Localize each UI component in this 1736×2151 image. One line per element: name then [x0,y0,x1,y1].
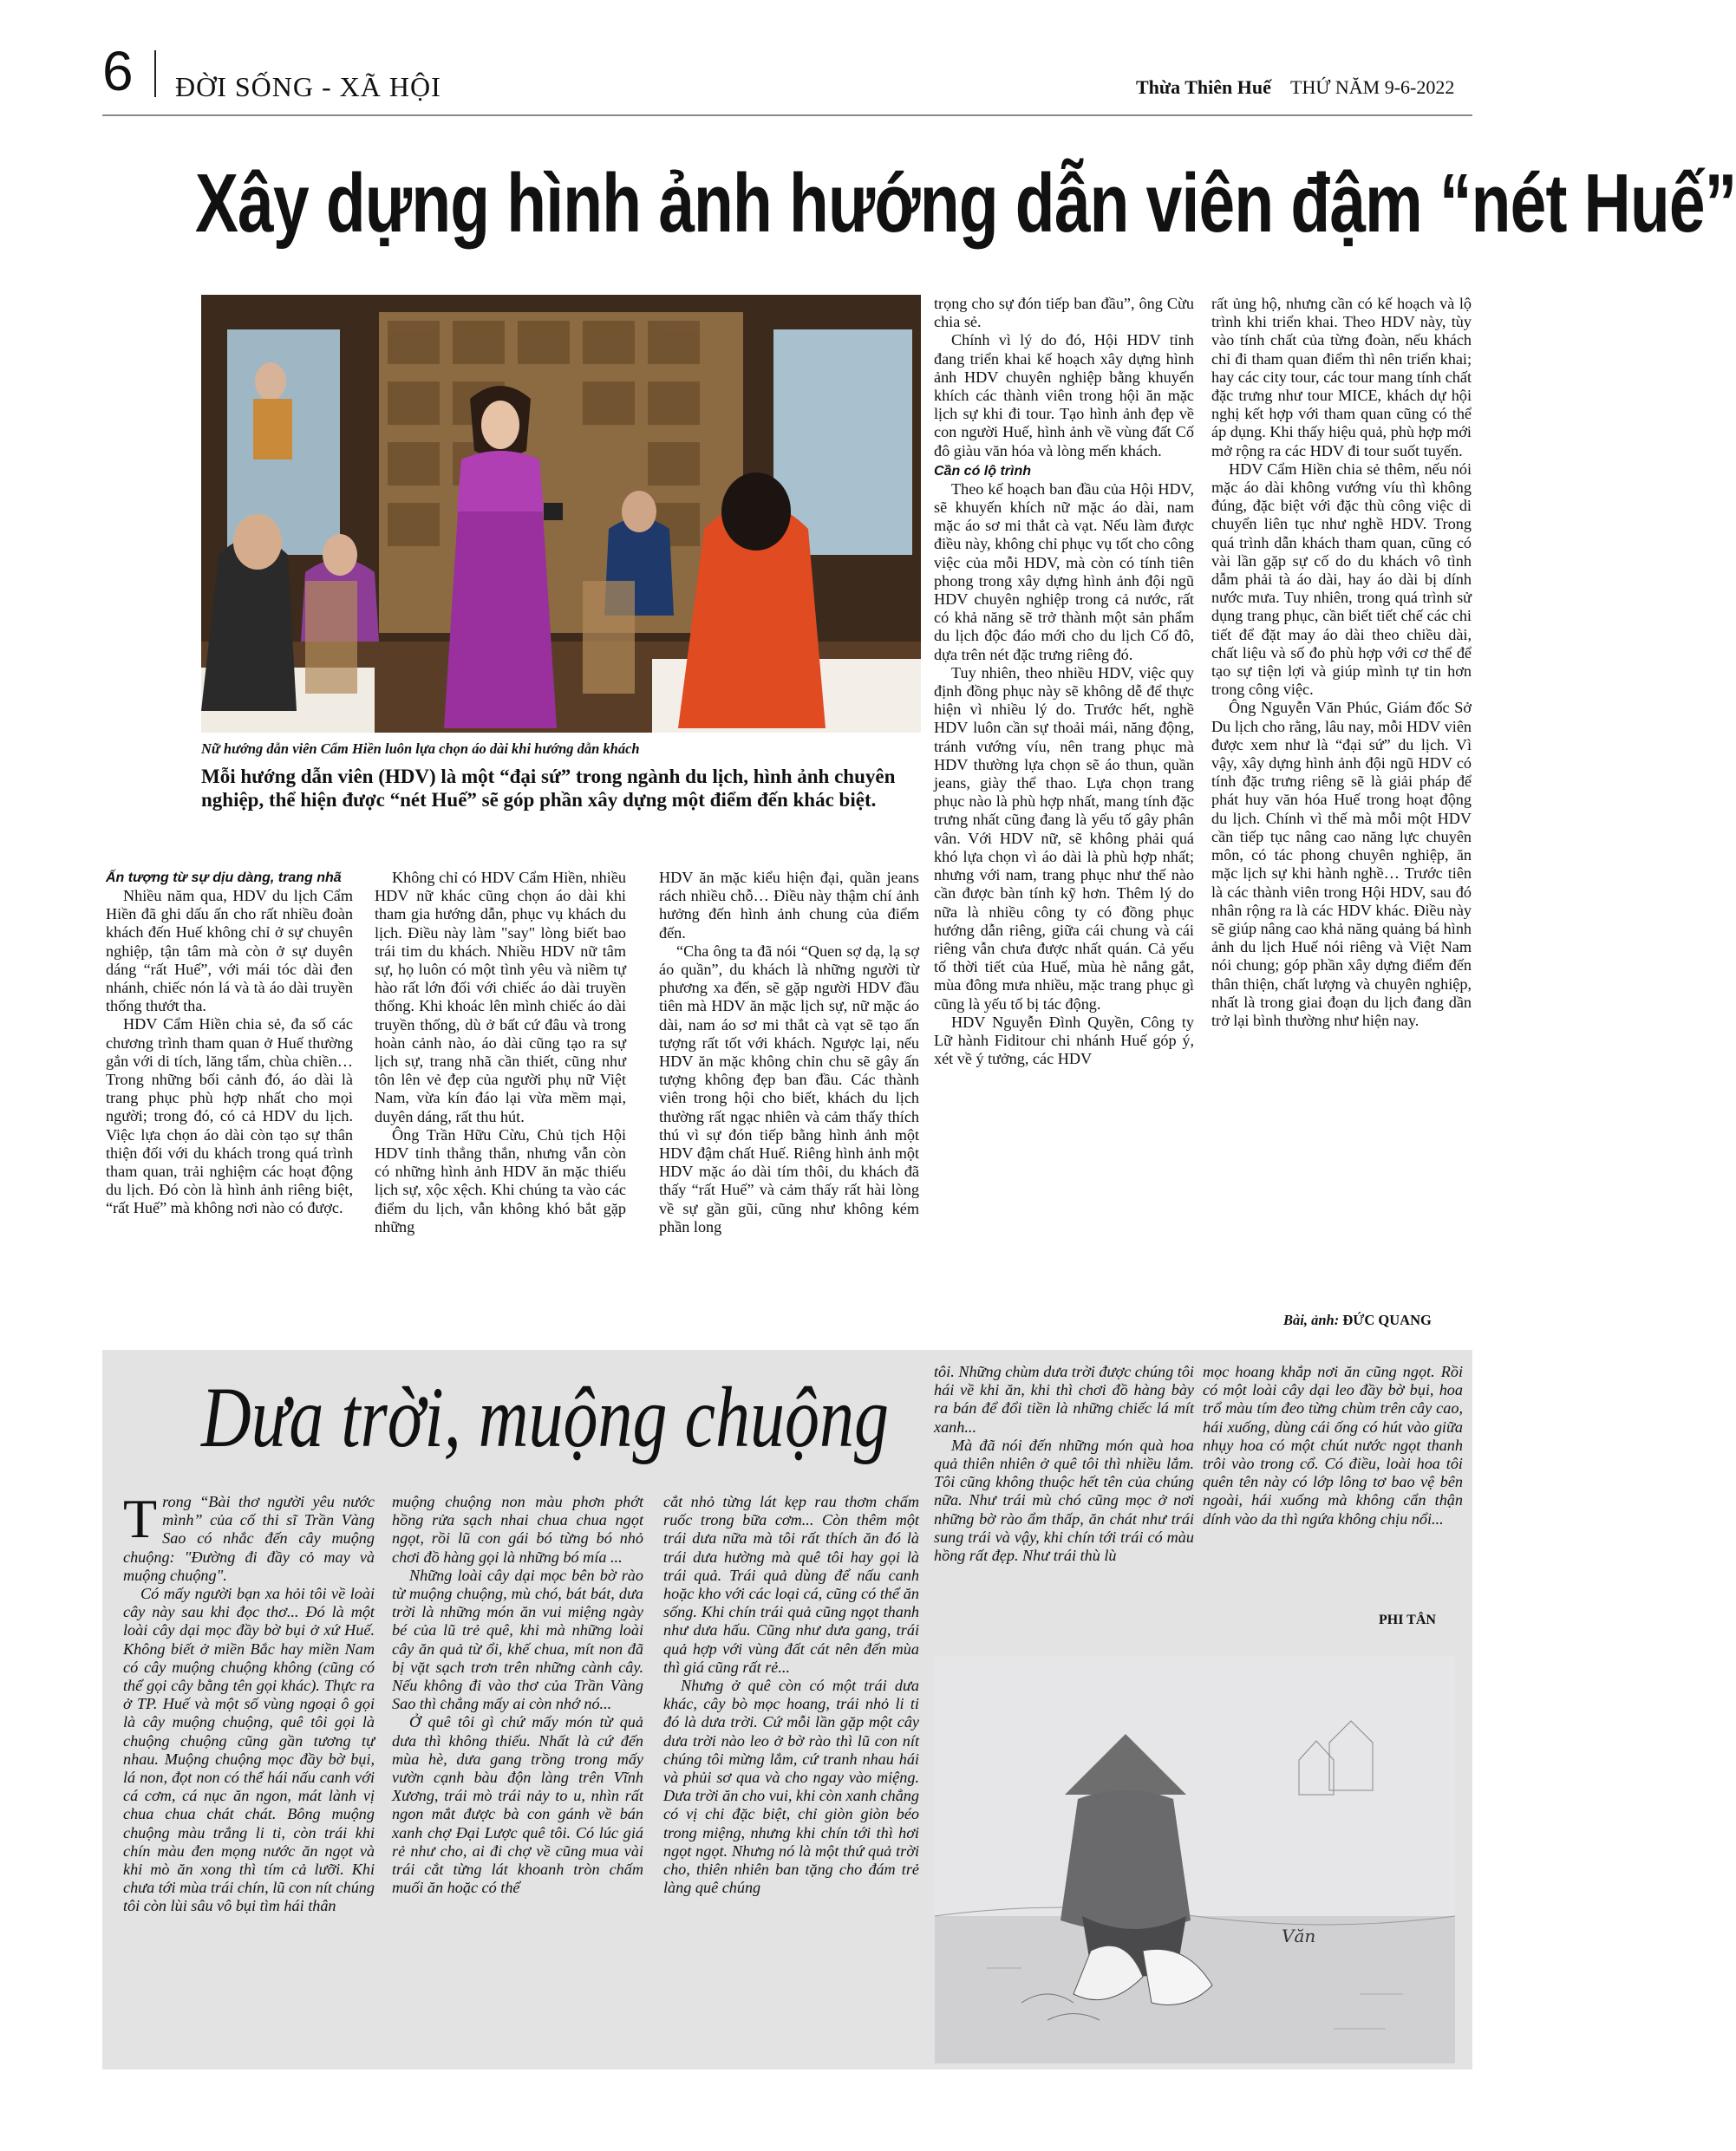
subheading: Cần có lộ trình [934,463,1031,479]
photo-caption: Nữ hướng dẫn viên Cẩm Hiền luôn lựa chọn áo dài khi hướng dẫn khách [201,740,640,757]
paragraph: tôi. Những chùm dưa trời được chúng tôi hái về khi ăn, khi thì chơi đồ hàng bày ra bán để đổi tiền là những chiếc lá mít xanh... [934,1363,1194,1436]
article-byline [1283,1312,1432,1329]
subheading: Ấn tượng từ sự dịu dàng, trang nhã [106,870,342,885]
article2-column-2 [392,1493,643,1897]
article1-column-5 [1211,295,1472,1030]
feature-title: Dưa trời, muộng chuộng [201,1369,889,1465]
paragraph: Tuy nhiên, theo nhiều HDV, việc quy định đồng phục này sẽ không dễ để thực hiện vì nhiều lý do. Trước hết, nghề HDV luôn cần sự thoải mái, năng động, tránh vướng víu, nên trang phục mà HDV thường lựa chọn sẽ áo thun, quần jeans, giày thể thao. Lựa chọn trang phục nào là phù hợp nhất, mang tính đặc trưng nhất cũng đang là yếu tố gây phân vân. Với HDV nữ, sẽ không phải quá khó lựa chọn vì áo dài là phù hợp nhất; nhưng với nam, trang phục như thế nào cần được bàn tính kỹ hơn. Thêm lý do nữa là nhiều công ty có đồng phục hướng dẫn riêng, giữa cái chung và cái riêng vẫn chưa được nhất quán. Cả yếu tố thời tiết của Huế, mùa hè nắng gắt, mùa đông mưa nhiều, mặc trang phục gì cũng là yếu tố bị tác động. [934,663,1194,1013]
header-rule [102,114,1472,116]
paragraph: HDV ăn mặc kiểu hiện đại, quần jeans rách nhiều chỗ… Điều này thậm chí ảnh hưởng đến hình ảnh chung của điểm đến. [659,869,919,942]
article1-column-3 [659,869,919,1236]
paragraph: Những loài cây dại mọc bên bờ rào từ muộng chuộng, mù chó, bát bát, dưa trời là những món ăn vui miệng ngày bé của lũ trẻ quê, khi mà những loài cây ăn quả từ ổi, khế chua, mít non đã bị vặt sạch trơn trên những cành cây. Nếu không đi vào thơ của Trần Vàng Sao thì chẳng mấy ai còn nhớ nó... [392,1566,643,1713]
paragraph: muộng chuộng non màu phơn phớt hồng rửa sạch nhai chua chua ngọt ngọt, rồi lũ con gái bó từng bó nhỏ chơi đồ hàng gọi là những bó mía ... [392,1493,643,1566]
paragraph: Có mấy người bạn xa hỏi tôi về loài cây này sau khi đọc thơ... Đó là một loài cây dại mọc đầy bờ bụi ở xứ Huế. Không biết ở miền Bắc hay miền Nam có cây muộng chuộng không (cũng có thể gọi cây bằng tên gọi khác). Thực ra ở TP. Huế và một số vùng ngoại ô gọi là cây muộng chuộng, quê tôi gọi là chuộng chuộng cũng gần tương tự nhau. Muộng chuộng mọc đầy bờ bụi, lá non, đọt non có thể hái nấu canh với cá cơm, cá nục ăn ngon, mát lành vị chua chua chát chát. Bông muộng chuộng màu trắng li ti, còn trái khi chín màu đen mọng nước ăn ngọt và khi mò ăn xong thì tím cả lưỡi. Khi chưa tới mùa trái chín, lũ con nít chúng tôi còn lùi sâu vô bụi tìm hái thân [123,1585,375,1915]
article2-column-4 [934,1363,1194,1565]
paragraph: Chính vì lý do đó, Hội HDV tỉnh đang triển khai kế hoạch xây dựng hình ảnh HDV chuyên nghiệp bằng khuyến khích các thành viên trong hội ăn mặc lịch sự khi đi tour. Tạo hình ảnh đẹp về con người Huế, hình ảnh về vùng đất Cố đô giàu văn hóa và lòng mến khách. [934,331,1194,460]
article1-column-1 [106,869,353,1218]
header-divider [154,50,156,97]
paragraph: Theo kế hoạch ban đầu của Hội HDV, sẽ khuyến khích nữ mặc áo dài, nam mặc áo sơ mi thắt cà vạt. Nếu làm được điều này, không chỉ phục vụ tốt cho công việc của mỗi HDV, mà còn có tính tiên phong trong xây dựng hình ảnh đội ngũ HDV chuyên nghiệp trong cả nước, rất có khả năng sẽ trở thành một sản phẩm du lịch độc đáo mới cho du lịch Cố đô, dựa trên nét đặc trưng riêng đó. [934,479,1194,663]
paragraph: “Cha ông ta đã nói “Quen sợ dạ, lạ sợ áo quần”, du khách là những người từ phương xa đến, sẽ gặp người HDV đầu tiên mà HDV ăn mặc lịch sự, nữ mặc áo dài, nam áo sơ mi thắt cà vạt sẽ tạo ấn tượng rất tốt với khách. Ngược lại, nếu HDV ăn mặc không chỉn chu sẽ gây ấn tượng không đẹp ban đầu. Các thành viên trong hội cho biết, khách du lịch thường rất ngạc nhiên và cảm thấy thích thú vì sự đón tiếp bằng hình ảnh một HDV đậm chất Huế. Riêng hình ảnh một HDV mặc áo dài tím thôi, du khách đã thấy “rất Huế” và cảm thấy rất hài lòng về sự gần gũi, cũng như không kém phần long [659,942,919,1235]
article2-column-1 [123,1488,375,1916]
paragraph: trọng cho sự đón tiếp ban đầu”, ông Cừu chia sẻ. [934,295,1194,331]
paragraph: HDV Cẩm Hiền chia sẻ thêm, nếu nói mặc áo dài không vướng víu thì không đúng, đặc biệt với đặc thù công việc di chuyển liên tục như nghề HDV. Trong quá trình dẫn khách tham quan, cũng có vài lần gặp sự cố do du khách vô tình dẫm phải tà áo dài, hay áo dài bị dính nước mưa. Tuy nhiên, trong quá trình sử dụng trang phục, cần biết tiết chế các chi tiết để đặt may áo dài theo chiều dài, chất liệu và số đo phù hợp với cơ thể để tạo sự tiện lợi và giúp mình tự tin hơn trong công việc. [1211,460,1472,699]
artist-signature: Văn [1282,1926,1316,1946]
paragraph: HDV Cẩm Hiền chia sẻ, đa số các chương trình tham quan ở Huế thường gắn với di tích, lăng tẩm, chùa chiền…Trong những bối cảnh đó, áo dài là trang phục phù hợp nhất cho mọi người; trong đó, có cả HDV du lịch. Việc lựa chọn áo dài còn tạo sự thân thiện đối với du khách trong quá trình tham quan, trải nghiệm các hoạt động du lịch. Đó còn là hình ảnh riêng biệt, “rất Huế” mà không nơi nào có được. [106,1015,353,1217]
issue-date: THỨ NĂM 9-6-2022 [1290,76,1455,98]
paragraph: rong “Bài thơ người yêu nước mình” của cố thi sĩ Trần Vàng Sao có nhắc đến cây muộng chuộng: "Đường đi đầy cỏ may và muộng chuộng". [123,1493,375,1584]
paragraph: Nhưng ở quê còn có một trái dưa khác, cây bò mọc hoang, trái nhỏ li ti đó là dưa trời. Cứ mỗi lần gặp một cây dưa trời nào leo ở bờ rào thì lũ con nít chúng tôi mừng lắm, cứ tranh nhau hái và phủi sơ qua và cho ngay vào miệng. Dưa trời ăn cho vui, khi còn xanh chẳng có vị chi đặc biệt, chỉ giòn giòn béo trong miệng, nhưng khi chín tới thì hơi ngọt ngọt. Nhưng nó là một thứ quả trời cho, thiên nhiên ban tặng cho đám trẻ làng quê chúng [663,1677,919,1897]
article2-column-3 [663,1493,919,1897]
article-photo [201,295,921,733]
page-number: 6 [102,40,134,102]
newspaper-name: Thừa Thiên Huế [1136,76,1271,98]
drop-cap: T [123,1488,158,1549]
paragraph: Ông Trần Hữu Cừu, Chủ tịch Hội HDV tỉnh thẳng thắn, nhưng vẫn còn có những hình ảnh HDV ăn mặc thiếu lịch sự, xộc xệch. Khi chúng ta vào các điểm du lịch, vẫn không khó bắt gặp những [375,1125,626,1235]
article-headline: Xây dựng hình ảnh hướng dẫn viên đậm “nét Huế” [195,157,1736,250]
section-title: ĐỜI SỐNG - XÃ HỘI [175,71,441,102]
article1-column-4 [934,295,1194,1068]
article-lead: Mỗi hướng dẫn viên (HDV) là một “đại sứ” trong ngành du lịch, hình ảnh chuyên nghiệp, thể hiện được “nét Huế” sẽ góp phần xây dựng một điểm đến khác biệt. [201,766,896,811]
feature-author: PHI TÂN [1379,1613,1436,1627]
byline-name: ĐỨC QUANG [1342,1312,1432,1328]
paragraph: rất ủng hộ, nhưng cần có kế hoạch và lộ trình khi triển khai. Theo HDV này, tùy vào tính chất của từng đoàn, nếu khách chỉ đi tham quan điểm thì nên triển khai; hay các city tour, các tour mang tính chất đặc trưng như tour MICE, khách dự hội nghị kết hợp với tham quan cũng có thể áp dụng. Khi thấy hiệu quả, phù hợp mới mở rộng ra các HDV đi tour suốt tuyến. [1211,295,1472,460]
paragraph: HDV Nguyễn Đình Quyền, Công ty Lữ hành Fiditour chi nhánh Huế góp ý, xét về ý tưởng, các HDV [934,1013,1194,1068]
article2-column-5 [1203,1363,1463,1529]
paragraph: Nhiều năm qua, HDV du lịch Cẩm Hiền đã ghi dấu ấn cho rất nhiều đoàn khách đến Huế không chỉ ở sự chuyên nghiệp, tận tâm mà còn ở sự duyên dáng “rất Huế”, với mái tóc dài đen nhánh, chiếc nón lá và tà áo dài truyền thống thướt tha. [106,887,353,1015]
paragraph: Mà đã nói đến những món quà hoa quả thiên nhiên ở quê tôi thì nhiều lắm. Tôi cũng không thuộc hết tên của chúng nữa. Như trái mù chó cũng mọc ở nơi những bờ rào ẩm thấp, ăn chát như trái sung trái và vậy, khi chín tới trái có màu hồng rất đẹp. Như trái thù lù [934,1436,1194,1565]
article1-column-2 [375,869,626,1236]
paragraph: Ông Nguyễn Văn Phúc, Giám đốc Sở Du lịch cho rằng, lâu nay, mỗi HDV viên được xem như là “đại sứ” du lịch. Vì vậy, xây dựng hình ảnh đội ngũ HDV có tính đặc trưng riêng sẽ là giải pháp để phát huy văn hóa Huế trong hoạt động du lịch. Chính vì thế mà mỗi một HDV cần tiếp tục nâng cao năng lực chuyên môn, có tác phong chuyên nghiệp, ăn mặc lịch sự khi hành nghề… Trước tiên là các thành viên trong Hội HDV, sau đó nhân rộng ra là các HDV khác. Điều này sẽ giúp nâng cao khả năng quảng bá hình ảnh du lịch Huế nói riêng và Việt Nam nói chung; góp phần xây dựng điểm đến thân thiện, chất lượng và chuyên nghiệp, nhất là trong giai đoạn du lịch đang dần trở lại bình thường như hiện nay. [1211,699,1472,1029]
byline-label: Bài, ảnh: [1283,1312,1340,1328]
paragraph: cắt nhỏ từng lát kẹp rau thơm chấm ruốc trong bữa cơm... Còn thêm một trái dưa nữa mà tôi rất thích ăn đó là trái dưa hường mà quê tôi hay gọi là trái quả. Trái quả dùng để nấu canh hoặc kho với các loại cá, cũng có thể ăn sống. Khi chín trái quả cũng ngọt thanh như dưa hấu. Cũng như dưa gang, trái quả hợp với vùng đất cát nên đến mùa thì giá cũng rất rẻ... [663,1493,919,1676]
paragraph: mọc hoang khắp nơi ăn cũng ngọt. Rồi có một loài cây dại leo đầy bờ bụi, hoa trổ màu tím đeo từng chùm trên cây cao, hái xuống, dùng cái ống có hút vào giữa nhụy hoa có một chút nước ngọt thanh trôi vào trong cổ. Có điều, loài hoa tôi quên tên này có lớp lông tơ bao vệ bên ngoài, hái xuống mà không cẩn thận dính vào da thì ngứa không chịu nổi... [1203,1363,1463,1528]
feature-illustration [935,1656,1455,2063]
paragraph: Không chỉ có HDV Cẩm Hiền, nhiều HDV nữ khác cũng chọn áo dài khi tham gia hướng dẫn, phục vụ khách du lịch. Điều này làm "say" lòng biết bao trái tim du khách. Nhiều HDV nữ tâm sự, họ luôn có một tình yêu và niềm tự hào rất lớn đối với chiếc áo dài truyền thống. Khi khoác lên mình chiếc áo dài truyền thống, dù ở bất cứ đâu và trong hoàn cảnh nào, áo dài cũng tạo ra sự lịch sự, trang nhã cần thiết, cũng như tôn lên vẻ đẹp của người phụ nữ Việt Nam, vừa kín đáo lại vừa mềm mại, duyên dáng, rất thu hút. [375,869,626,1125]
paragraph: Ở quê tôi gì chứ mấy món từ quả dưa thì không thiếu. Nhất là cứ đến mùa hè, dưa gang trồng trong mấy vườn cạnh bàu độn làng trên Vĩnh Xương, trái mò trái nảy to u, nhìn rất ngon mắt được bà con gánh về bán xanh chợ Đại Lược quê tôi. Có lúc giá rẻ như cho, ai đi chợ về cũng mua vài trái cắt từng lát khoanh tròn chấm muối ăn hoặc có thể [392,1713,643,1897]
